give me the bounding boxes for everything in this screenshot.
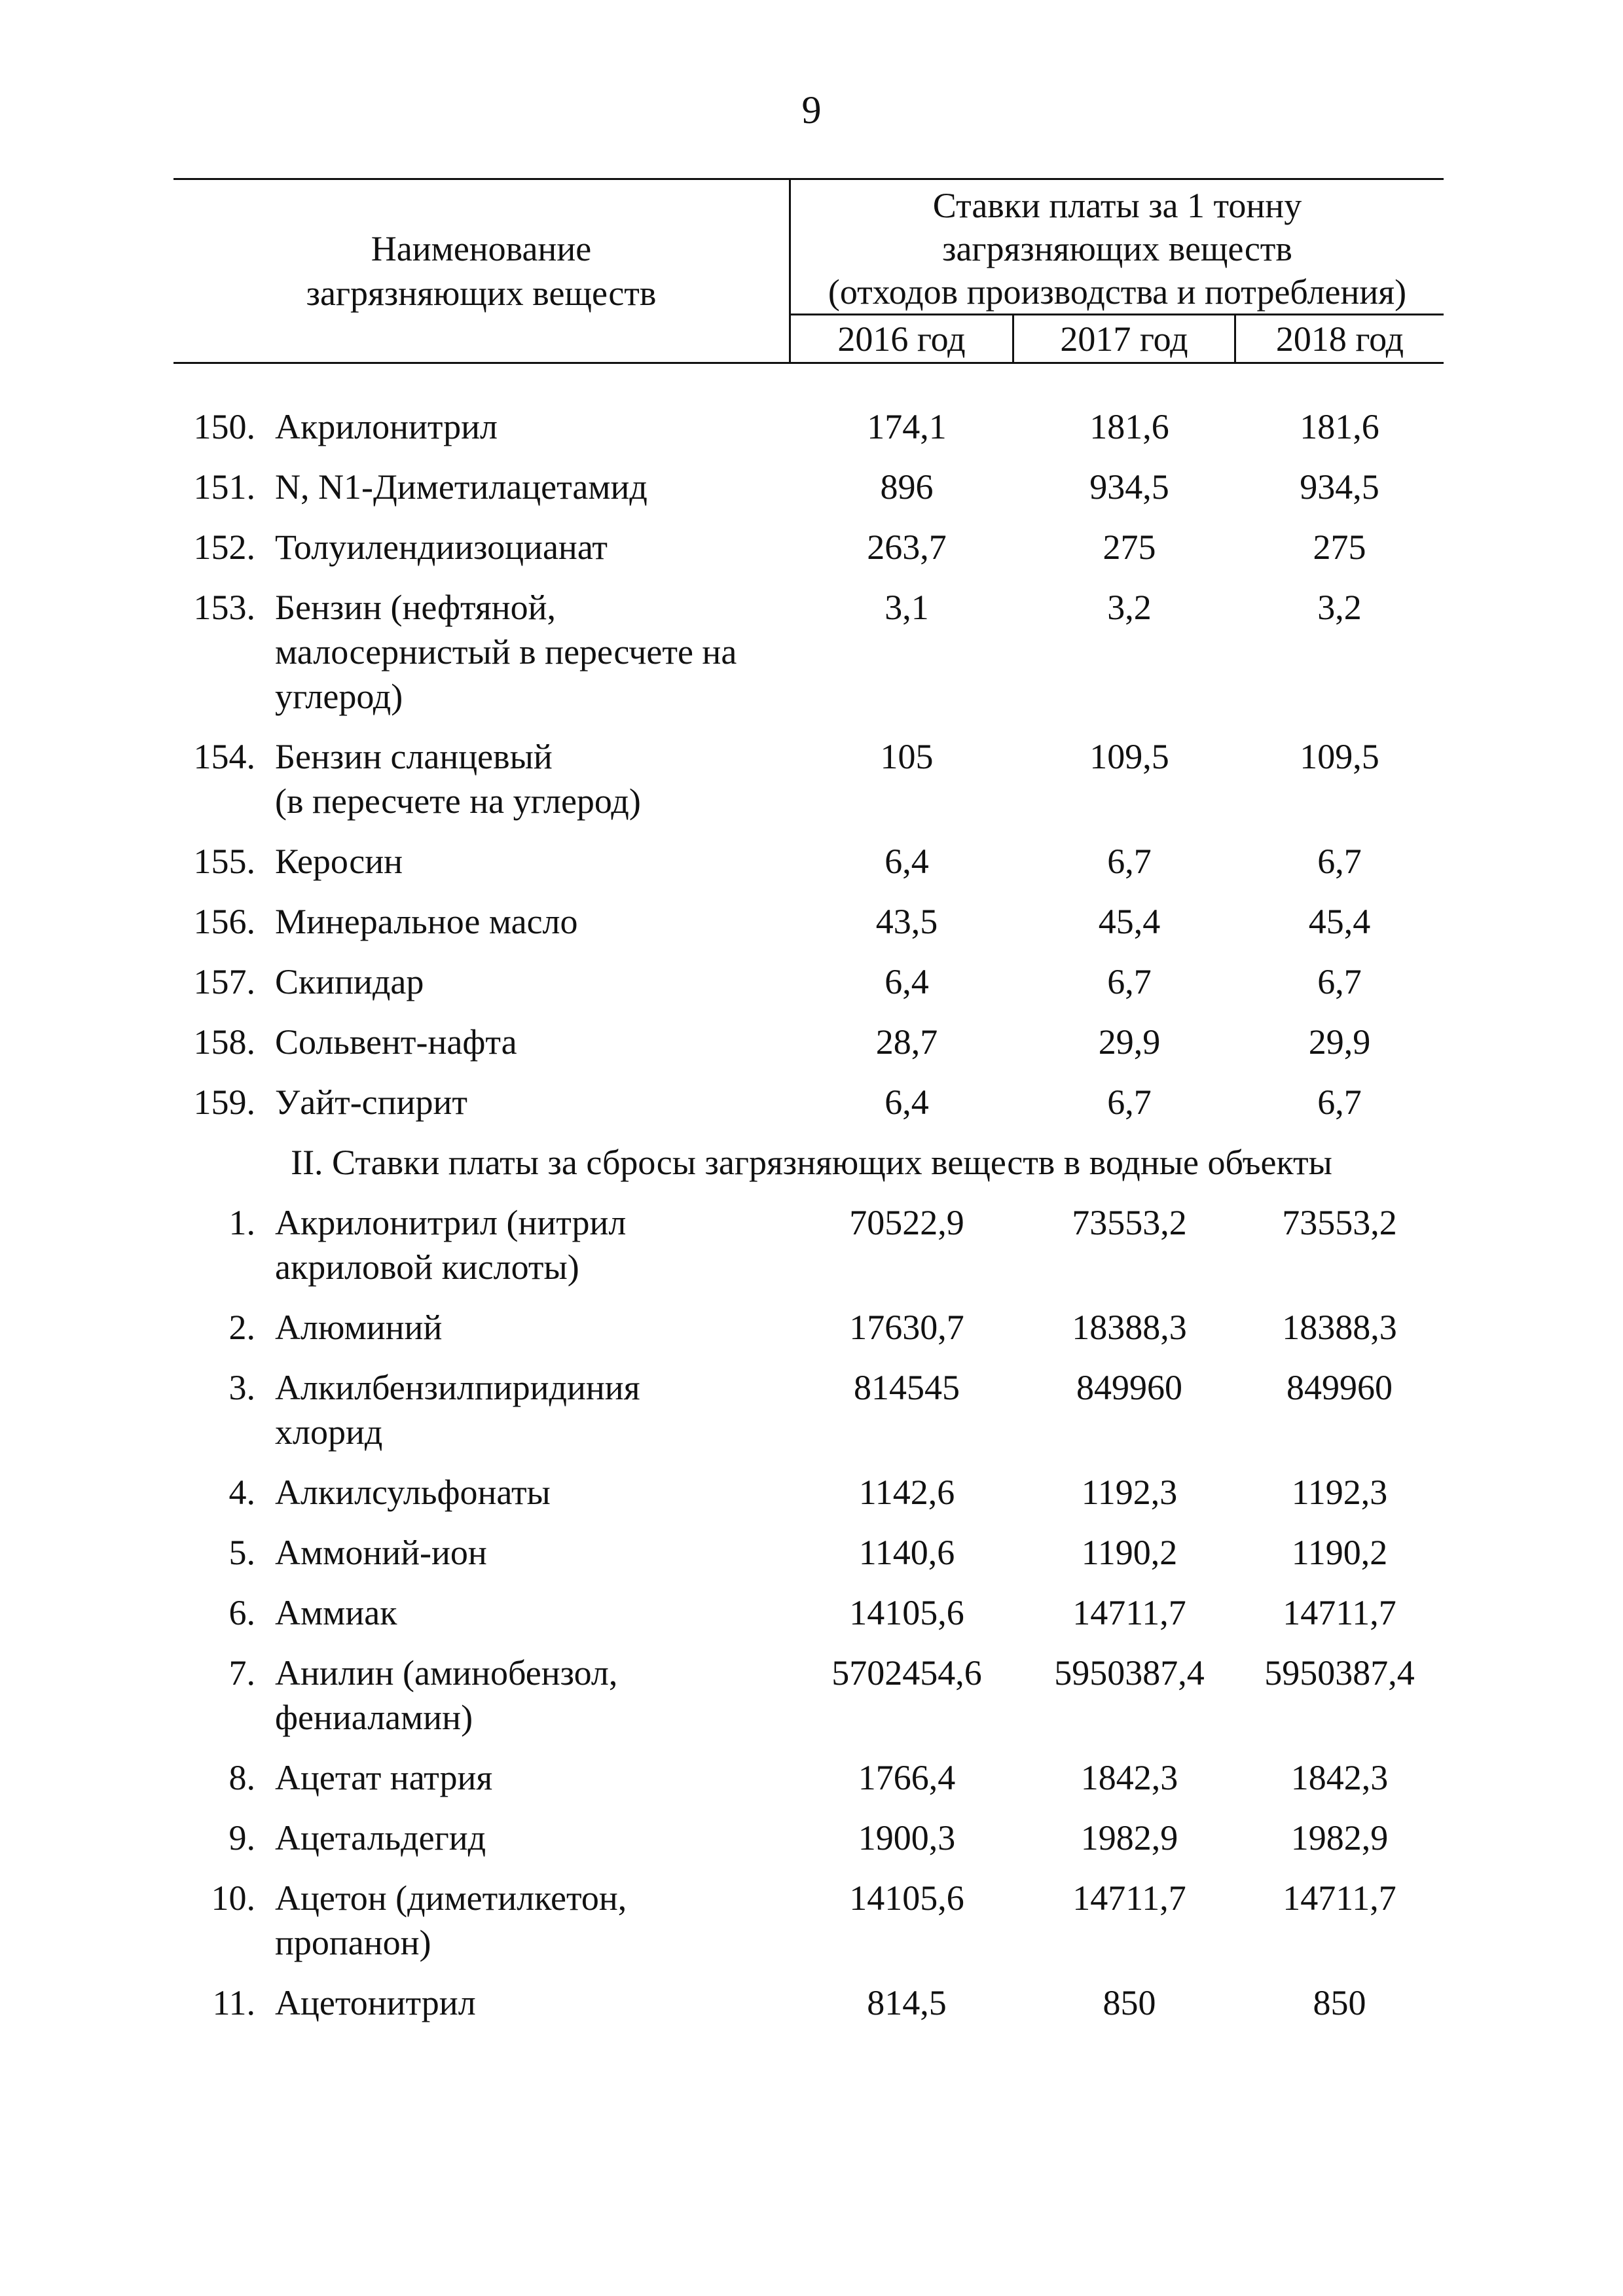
rate-2017: 1842,3 — [1080, 1758, 1178, 1797]
rate-2016: 70522,9 — [849, 1203, 964, 1242]
substance-name-line: Анилин (аминобензол, — [275, 1653, 618, 1693]
rate-2018: 45,4 — [1308, 902, 1371, 941]
substance-name-line: Керосин — [275, 842, 403, 881]
table-row — [0, 1530, 1623, 1590]
rate-2016: 105 — [880, 737, 934, 776]
rate-2018: 1192,3 — [1291, 1473, 1388, 1512]
substance-name-line: Сольвент-нафта — [275, 1022, 517, 1062]
substance-name-line: Алкилсульфонаты — [275, 1473, 551, 1512]
rate-2017: 29,9 — [1098, 1022, 1161, 1062]
substance-name-line: N, N1-Диметилацетамид — [275, 467, 647, 507]
table-row — [0, 1651, 1623, 1755]
row-number: 6. — [228, 1593, 255, 1632]
rates-header-line: (отходов производства и потребления) — [828, 272, 1407, 312]
rate-2016: 1900,3 — [858, 1818, 956, 1857]
table-row — [0, 1470, 1623, 1530]
table-row — [0, 1981, 1623, 2041]
rate-2016: 6,4 — [884, 842, 929, 881]
substance-name-line: Аммоний-ион — [275, 1533, 487, 1572]
substance-name — [275, 1755, 799, 1800]
table-row — [0, 1590, 1623, 1651]
substance-name — [275, 1876, 799, 1965]
row-number: 150. — [193, 407, 255, 446]
substance-name — [275, 960, 799, 1004]
row-number: 154. — [193, 737, 255, 776]
row-number: 10. — [211, 1878, 255, 1918]
rate-2017: 934,5 — [1089, 467, 1169, 507]
rate-2017: 850 — [1103, 1983, 1156, 2022]
substance-name — [275, 1470, 799, 1515]
substance-name — [275, 1020, 799, 1064]
substance-name-line: Акрилонитрил (нитрил — [275, 1203, 627, 1242]
substance-name-line: Ацетат натрия — [275, 1758, 493, 1797]
row-number: 1. — [228, 1203, 255, 1242]
substance-name-line: Бензин (нефтяной, — [275, 588, 556, 627]
row-number: 153. — [193, 588, 255, 627]
substance-name-line: Уайт-спирит — [275, 1083, 467, 1122]
substance-name-line: Акрилонитрил — [275, 407, 498, 446]
rate-2018: 181,6 — [1300, 407, 1379, 446]
rate-2018: 275 — [1313, 528, 1366, 567]
substance-name-line: Алюминий — [275, 1308, 443, 1347]
rate-2016: 814545 — [854, 1368, 960, 1407]
rate-2018: 1842,3 — [1290, 1758, 1389, 1797]
rate-2017: 6,7 — [1107, 962, 1152, 1001]
substance-name-line: Толуилендиизоцианат — [275, 528, 608, 567]
rate-2018: 109,5 — [1300, 737, 1379, 776]
rate-2018: 850 — [1313, 1983, 1366, 2022]
table-row — [0, 1305, 1623, 1365]
rate-2018: 6,7 — [1317, 962, 1362, 1001]
rate-2016: 5702454,6 — [831, 1653, 982, 1693]
rates-column-header — [791, 180, 1444, 314]
rate-2018: 6,7 — [1317, 1083, 1362, 1122]
table-row — [0, 404, 1623, 465]
rate-2017: 14711,7 — [1072, 1878, 1186, 1918]
substance-name — [275, 1590, 799, 1635]
rates-header-line: загрязняющих веществ — [942, 229, 1292, 268]
substance-name-line: Аммиак — [275, 1593, 397, 1632]
row-number: 155. — [193, 842, 255, 881]
substance-name-line: углерод) — [275, 677, 403, 716]
year-header-2018: 2018 год — [1275, 319, 1404, 359]
rate-2018: 3,2 — [1317, 588, 1362, 627]
substance-name-line: Минеральное масло — [275, 902, 578, 941]
substance-name-line: акриловой кислоты) — [275, 1247, 579, 1287]
rate-2016: 14105,6 — [849, 1878, 964, 1918]
table-row — [0, 1200, 1623, 1305]
substance-name — [275, 465, 799, 509]
substance-name-line: фениаламин) — [275, 1698, 473, 1737]
rate-2016: 6,4 — [884, 1083, 929, 1122]
rate-2017: 849960 — [1076, 1368, 1182, 1407]
table-row — [0, 1816, 1623, 1876]
row-number: 8. — [228, 1758, 255, 1797]
rate-2016: 28,7 — [875, 1022, 938, 1062]
rate-2016: 896 — [880, 467, 934, 507]
rate-2016: 1142,6 — [858, 1473, 955, 1512]
rate-2016: 43,5 — [875, 902, 938, 941]
table-body — [0, 404, 1623, 2041]
substance-name-line: Ацетон (диметилкетон, — [275, 1878, 627, 1918]
row-number: 5. — [228, 1533, 255, 1572]
rate-2017: 3,2 — [1107, 588, 1152, 627]
rate-2017: 6,7 — [1107, 1083, 1152, 1122]
table-row — [0, 960, 1623, 1020]
rate-2016: 174,1 — [867, 407, 947, 446]
rate-2016: 3,1 — [884, 588, 929, 627]
table-row — [0, 525, 1623, 585]
substance-name — [275, 839, 799, 884]
row-number: 158. — [193, 1022, 255, 1062]
rate-2018: 849960 — [1286, 1368, 1393, 1407]
rate-2016: 17630,7 — [849, 1308, 964, 1347]
page-number: 9 — [801, 88, 822, 132]
table-row — [0, 1020, 1623, 1080]
row-number: 159. — [193, 1083, 255, 1122]
substance-name — [275, 1365, 799, 1454]
rate-2018: 934,5 — [1300, 467, 1379, 507]
substance-name — [275, 1530, 799, 1575]
rate-2018: 5950387,4 — [1264, 1653, 1415, 1693]
rate-2017: 73553,2 — [1072, 1203, 1187, 1242]
rate-2018: 1190,2 — [1291, 1533, 1388, 1572]
rate-2016: 1766,4 — [858, 1758, 956, 1797]
rate-2018: 1982,9 — [1290, 1818, 1389, 1857]
substance-name — [275, 1651, 799, 1740]
substance-name — [275, 585, 799, 719]
row-number: 3. — [228, 1368, 255, 1407]
rate-2017: 109,5 — [1089, 737, 1169, 776]
substance-name — [275, 1200, 799, 1289]
substance-name — [275, 404, 799, 449]
name-column-header — [173, 180, 789, 362]
rate-2018: 14711,7 — [1283, 1878, 1396, 1918]
row-number: 157. — [193, 962, 255, 1001]
rate-2017: 5950387,4 — [1054, 1653, 1205, 1693]
substance-name — [275, 1305, 799, 1350]
row-number: 151. — [193, 467, 255, 507]
substance-name — [275, 734, 799, 823]
substance-name-line: (в пересчете на углерод) — [275, 781, 641, 821]
substance-name — [275, 1080, 799, 1124]
rate-2016: 814,5 — [867, 1983, 947, 2022]
rate-2017: 6,7 — [1107, 842, 1152, 881]
substance-name-line: Ацетонитрил — [275, 1983, 476, 2022]
rates-header-line: Ставки платы за 1 тонну — [932, 186, 1302, 225]
substance-name-line: Алкилбензилпиридиния — [275, 1368, 640, 1407]
row-number: 2. — [228, 1308, 255, 1347]
rate-2017: 181,6 — [1089, 407, 1169, 446]
name-header-line: Наименование — [371, 229, 592, 268]
row-number: 152. — [193, 528, 255, 567]
substance-name — [275, 899, 799, 944]
rate-2016: 6,4 — [884, 962, 929, 1001]
section-title-text: II. Ставки платы за сбросы загрязняющих веществ в водные объекты — [291, 1143, 1332, 1182]
rate-2017: 14711,7 — [1072, 1593, 1186, 1632]
substance-name — [275, 1981, 799, 2025]
rate-2018: 6,7 — [1317, 842, 1362, 881]
substance-name-line: пропанон) — [275, 1923, 431, 1962]
substance-name-line: Скипидар — [275, 962, 424, 1001]
row-number: 11. — [212, 1983, 255, 2022]
rate-2017: 1192,3 — [1081, 1473, 1178, 1512]
table-header — [173, 178, 1444, 364]
rate-2017: 45,4 — [1098, 902, 1161, 941]
rate-2016: 14105,6 — [849, 1593, 964, 1632]
table-row — [0, 839, 1623, 899]
name-header-line: загрязняющих веществ — [306, 274, 657, 313]
rate-2016: 1140,6 — [858, 1533, 955, 1572]
rate-2018: 18388,3 — [1282, 1308, 1397, 1347]
rate-2017: 18388,3 — [1072, 1308, 1187, 1347]
table-row — [0, 1080, 1623, 1140]
substance-name-line: Ацетальдегид — [275, 1818, 486, 1857]
rate-2018: 29,9 — [1308, 1022, 1371, 1062]
row-number: 9. — [228, 1818, 255, 1857]
table-row — [0, 899, 1623, 960]
year-header-2017: 2017 год — [1060, 319, 1188, 359]
rate-2018: 14711,7 — [1283, 1593, 1396, 1632]
row-number: 4. — [228, 1473, 255, 1512]
substance-name-line: хлорид — [275, 1412, 383, 1452]
table-row — [0, 465, 1623, 525]
substance-name-line: Бензин сланцевый — [275, 737, 553, 776]
substance-name-line: малосернистый в пересчете на — [275, 632, 737, 672]
section-title — [0, 1140, 1623, 1200]
rate-2016: 263,7 — [867, 528, 947, 567]
year-header-2016: 2016 год — [837, 319, 966, 359]
rate-2017: 1190,2 — [1081, 1533, 1178, 1572]
rate-2017: 275 — [1103, 528, 1156, 567]
table-row — [0, 585, 1623, 734]
substance-name — [275, 525, 799, 569]
row-number: 7. — [228, 1653, 255, 1693]
table-row — [0, 1365, 1623, 1470]
table-row — [0, 1755, 1623, 1816]
substance-name — [275, 1816, 799, 1860]
table-row — [0, 734, 1623, 839]
table-row — [0, 1876, 1623, 1981]
row-number: 156. — [193, 902, 255, 941]
rate-2017: 1982,9 — [1080, 1818, 1178, 1857]
rate-2018: 73553,2 — [1282, 1203, 1397, 1242]
